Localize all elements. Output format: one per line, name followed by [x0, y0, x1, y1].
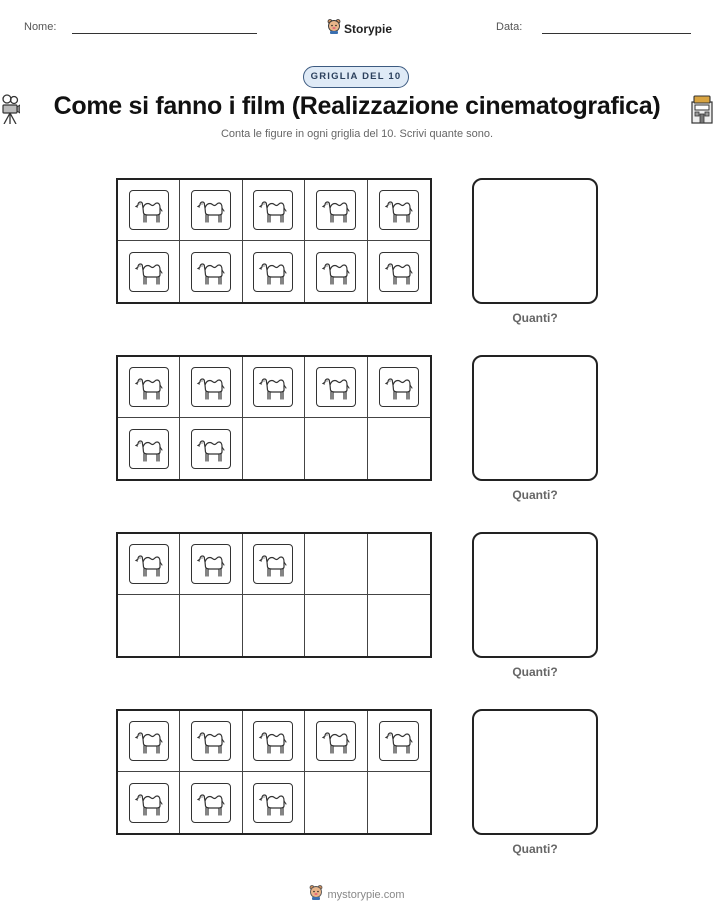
grid-cell [118, 595, 180, 656]
grid-cell [305, 241, 367, 302]
answer-box[interactable] [472, 709, 598, 835]
ten-frame-grid [116, 178, 432, 304]
grid-cell [368, 595, 430, 656]
camel-icon [316, 367, 356, 407]
answer-label: Quanti? [512, 842, 558, 856]
grid-cell [243, 534, 305, 595]
camel-icon [253, 721, 293, 761]
camel-icon [129, 252, 169, 292]
ten-frame-exercise-2 [0, 355, 714, 515]
grid-cell [368, 772, 430, 833]
ten-frame-exercise-4 [0, 709, 714, 869]
grid-cell [243, 595, 305, 656]
grid-cell [305, 711, 367, 772]
ten-frame-grid [116, 532, 432, 658]
camel-icon [253, 367, 293, 407]
grid-cell [243, 711, 305, 772]
answer-box[interactable] [472, 532, 598, 658]
date-field-line[interactable] [542, 33, 691, 34]
grid-cell [118, 241, 180, 302]
camel-icon [379, 190, 419, 230]
grid-cell [118, 711, 180, 772]
ten-frame-exercise-3 [0, 532, 714, 692]
grid-cell [305, 595, 367, 656]
camel-icon [129, 544, 169, 584]
brand-logo [327, 18, 392, 39]
grid-cell [243, 357, 305, 418]
grid-cell [118, 357, 180, 418]
grid-cell [368, 180, 430, 241]
page-title: Come si fanno i film (Realizzazione cinematografica) [53, 92, 661, 120]
grid-cell [368, 711, 430, 772]
camel-icon [129, 190, 169, 230]
grid-cell [368, 534, 430, 595]
grid-cell [180, 772, 242, 833]
worksheet-type-badge: GRIGLIA DEL 10 [303, 66, 409, 88]
camel-icon [316, 252, 356, 292]
ten-frame-exercise-1 [0, 178, 714, 338]
camel-icon [129, 721, 169, 761]
grid-cell [180, 534, 242, 595]
grid-cell [180, 711, 242, 772]
grid-cell [305, 180, 367, 241]
camel-icon [316, 721, 356, 761]
camel-icon [129, 783, 169, 823]
camel-icon [253, 544, 293, 584]
name-label: Nome: [24, 21, 57, 33]
brand-name: Storypie [344, 21, 393, 36]
grid-cell [368, 357, 430, 418]
camel-icon [379, 252, 419, 292]
grid-cell [243, 180, 305, 241]
answer-label: Quanti? [512, 665, 558, 679]
camel-icon [253, 252, 293, 292]
camel-icon [253, 190, 293, 230]
date-label: Data: [496, 21, 523, 33]
camel-icon [191, 721, 231, 761]
camel-icon [129, 429, 169, 469]
title-row [0, 92, 714, 126]
footer [0, 884, 714, 905]
grid-cell [305, 772, 367, 833]
ten-frame-grid [116, 709, 432, 835]
answer-box[interactable] [472, 355, 598, 481]
instructions: Conta le figure in ogni griglia del 10. Scrivi quante sono. [220, 128, 494, 140]
camel-icon [129, 367, 169, 407]
answer-label: Quanti? [512, 488, 558, 502]
camel-icon [191, 367, 231, 407]
camel-icon [379, 721, 419, 761]
answer-box[interactable] [472, 178, 598, 304]
camel-icon [316, 190, 356, 230]
grid-cell [243, 418, 305, 479]
grid-cell [243, 241, 305, 302]
grid-cell [305, 534, 367, 595]
grid-cell [180, 241, 242, 302]
answer-label: Quanti? [512, 311, 558, 325]
grid-cell [180, 180, 242, 241]
worksheet-header [0, 18, 714, 40]
camel-icon [191, 544, 231, 584]
grid-cell [118, 772, 180, 833]
grid-cell [305, 357, 367, 418]
cinema-building-icon [690, 94, 714, 129]
grid-cell [180, 595, 242, 656]
grid-cell [243, 772, 305, 833]
grid-cell [118, 180, 180, 241]
footer-website: mystorypie.com [327, 888, 405, 901]
name-field-line[interactable] [72, 33, 257, 34]
camel-icon [191, 252, 231, 292]
storypie-mascot-icon [309, 884, 323, 905]
camel-icon [379, 367, 419, 407]
grid-cell [368, 418, 430, 479]
grid-cell [305, 418, 367, 479]
grid-cell [118, 418, 180, 479]
camel-icon [191, 190, 231, 230]
camel-icon [191, 783, 231, 823]
grid-cell [118, 534, 180, 595]
grid-cell [180, 418, 242, 479]
grid-cell [180, 357, 242, 418]
camel-icon [191, 429, 231, 469]
camel-icon [253, 783, 293, 823]
storypie-mascot-icon [327, 18, 341, 39]
ten-frame-grid [116, 355, 432, 481]
grid-cell [368, 241, 430, 302]
